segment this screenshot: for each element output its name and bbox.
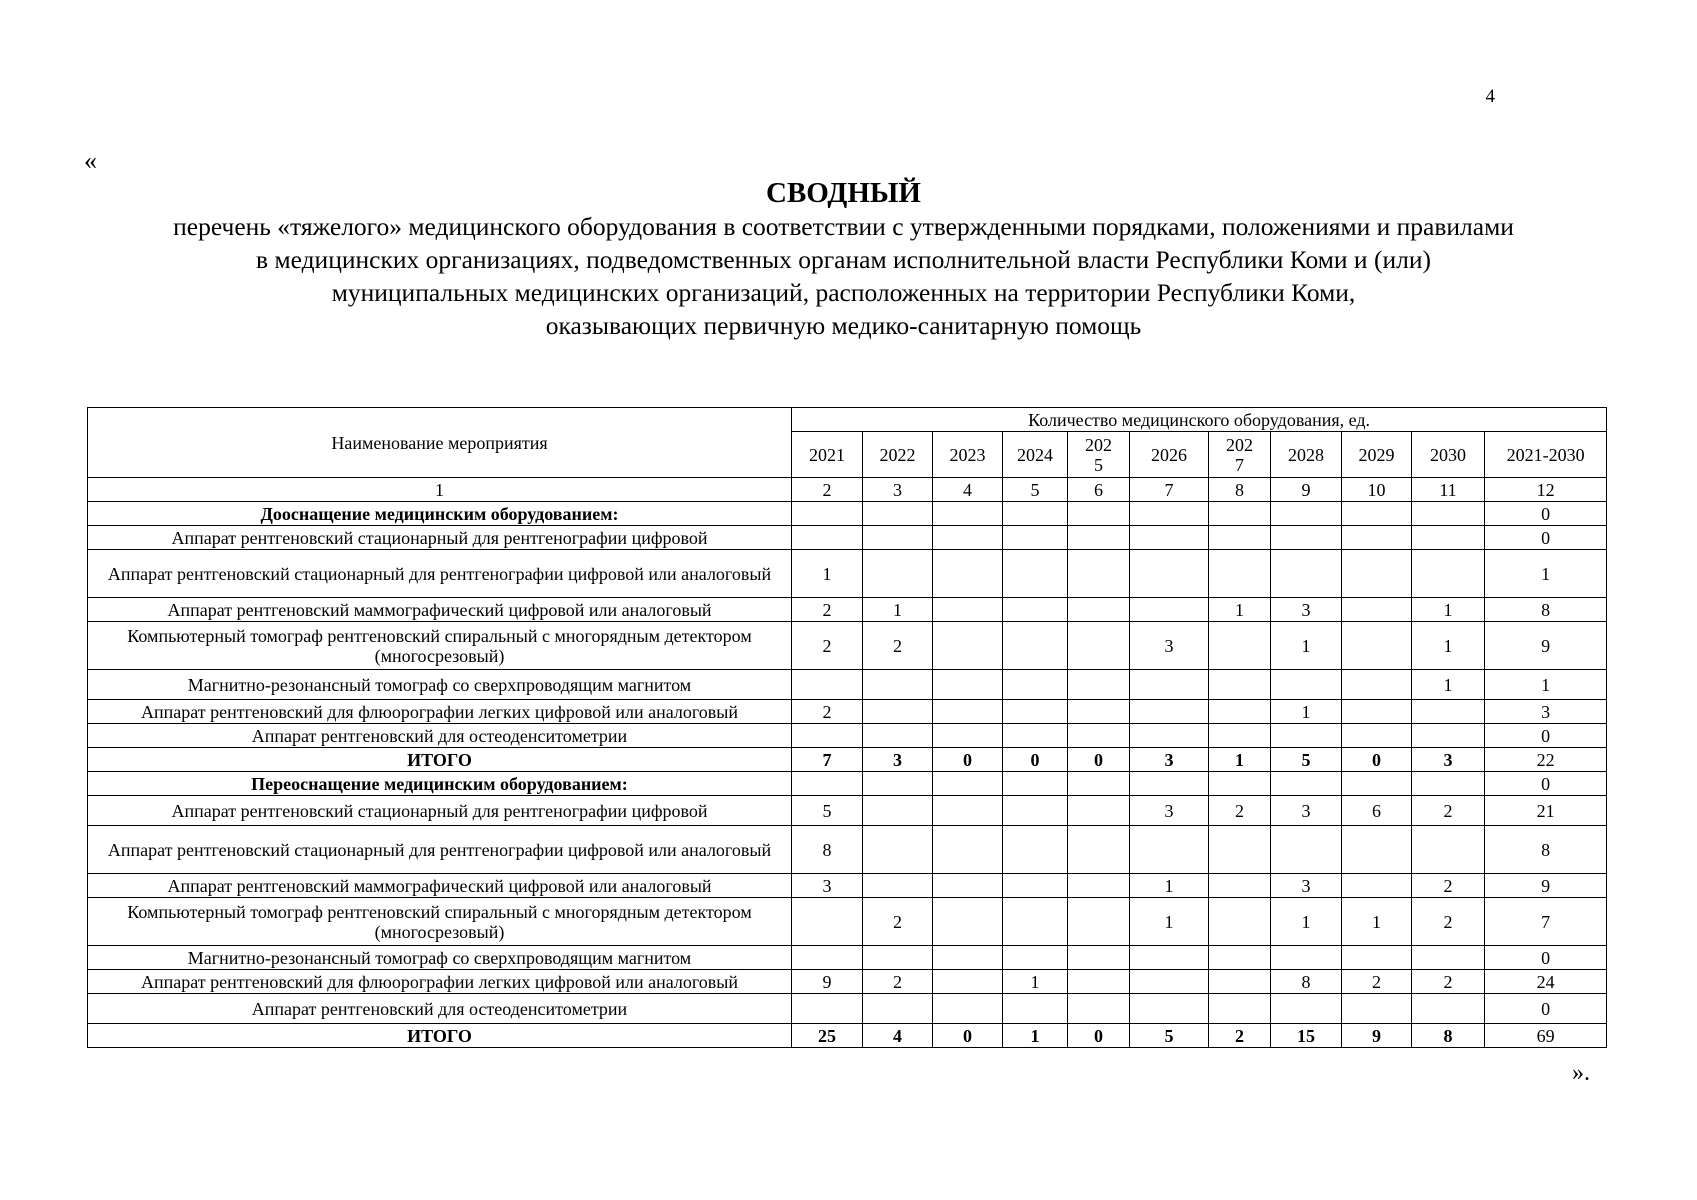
- year-value-cell: [1412, 502, 1485, 526]
- year-value-cell: [1003, 994, 1068, 1024]
- year-value-cell: [863, 772, 933, 796]
- year-value-cell: [1209, 946, 1271, 970]
- year-value-cell: [1068, 826, 1130, 874]
- year-value-cell: [1003, 772, 1068, 796]
- year-value-cell: 2: [863, 622, 933, 670]
- year-value-cell: 1: [1209, 598, 1271, 622]
- year-value-cell: 3: [1271, 796, 1342, 826]
- year-value-cell: [1003, 670, 1068, 700]
- year-value-cell: 2: [863, 970, 933, 994]
- period-total-cell: 8: [1485, 826, 1607, 874]
- year-value-cell: [933, 796, 1003, 826]
- year-header: 2024: [1003, 432, 1068, 478]
- year-value-cell: 2: [1209, 1024, 1271, 1048]
- year-value-cell: [1130, 772, 1209, 796]
- year-header: 2030: [1412, 432, 1485, 478]
- year-value-cell: [933, 724, 1003, 748]
- column-number: 2: [792, 478, 863, 502]
- year-value-cell: [1130, 946, 1209, 970]
- year-value-cell: [1209, 874, 1271, 898]
- year-value-cell: [1068, 724, 1130, 748]
- year-value-cell: [1130, 502, 1209, 526]
- year-value-cell: 2: [792, 598, 863, 622]
- period-total-cell: 1: [1485, 550, 1607, 598]
- year-value-cell: 7: [792, 748, 863, 772]
- year-value-cell: 9: [792, 970, 863, 994]
- column-number: 3: [863, 478, 933, 502]
- equipment-name: Аппарат рентгеновский стационарный для рентгенографии цифровой или аналоговый: [88, 550, 792, 598]
- year-value-cell: [1003, 526, 1068, 550]
- year-value-cell: 1: [1130, 898, 1209, 946]
- year-value-cell: 1: [1003, 1024, 1068, 1048]
- year-value-cell: [1412, 700, 1485, 724]
- year-value-cell: [933, 946, 1003, 970]
- year-value-cell: [1271, 826, 1342, 874]
- year-value-cell: [1209, 550, 1271, 598]
- equipment-name: Аппарат рентгеновский маммографический цифровой или аналоговый: [88, 598, 792, 622]
- year-value-cell: [1130, 700, 1209, 724]
- year-header: 2023: [933, 432, 1003, 478]
- year-header: 2028: [1271, 432, 1342, 478]
- year-value-cell: [792, 946, 863, 970]
- year-value-cell: 6: [1342, 796, 1412, 826]
- total-label: ИТОГО: [88, 748, 792, 772]
- year-value-cell: [1412, 526, 1485, 550]
- section-title: Переоснащение медицинским оборудованием:: [88, 772, 792, 796]
- year-value-cell: [1068, 700, 1130, 724]
- year-value-cell: 1: [1271, 622, 1342, 670]
- equipment-name: Магнитно-резонансный томограф со сверхпроводящим магнитом: [88, 946, 792, 970]
- year-value-cell: 1: [1271, 700, 1342, 724]
- year-header: 2029: [1342, 432, 1412, 478]
- year-value-cell: 3: [1271, 874, 1342, 898]
- year-value-cell: [1068, 622, 1130, 670]
- year-value-cell: [1412, 946, 1485, 970]
- year-value-cell: 5: [1271, 748, 1342, 772]
- column-number: 6: [1068, 478, 1130, 502]
- heading-line-3: муниципальных медицинских организаций, расположенных на территории Республики Коми,: [331, 278, 1356, 307]
- table-row: [88, 598, 1607, 622]
- year-value-cell: [863, 670, 933, 700]
- period-total-cell: 1: [1485, 670, 1607, 700]
- year-value-cell: [1068, 970, 1130, 994]
- year-value-cell: 1: [863, 598, 933, 622]
- year-value-cell: [1342, 526, 1412, 550]
- period-total-cell: 69: [1485, 1024, 1607, 1048]
- year-value-cell: 2: [792, 622, 863, 670]
- equipment-name: Аппарат рентгеновский для флюорографии легких цифровой или аналоговый: [88, 970, 792, 994]
- column-number: 4: [933, 478, 1003, 502]
- year-value-cell: [1068, 502, 1130, 526]
- year-value-cell: 1: [1271, 898, 1342, 946]
- year-value-cell: [933, 550, 1003, 598]
- year-header: 2022: [863, 432, 933, 478]
- total-row: [88, 748, 1607, 772]
- year-value-cell: [933, 526, 1003, 550]
- table-row: [88, 550, 1607, 598]
- equipment-name: Магнитно-резонансный томограф со сверхпроводящим магнитом: [88, 670, 792, 700]
- year-value-cell: [1209, 898, 1271, 946]
- year-value-cell: [1271, 670, 1342, 700]
- table-row: [88, 874, 1607, 898]
- period-total-cell: 9: [1485, 874, 1607, 898]
- year-value-cell: [1209, 526, 1271, 550]
- year-value-cell: [1130, 526, 1209, 550]
- year-value-cell: [1271, 724, 1342, 748]
- year-value-cell: 0: [933, 748, 1003, 772]
- year-value-cell: [1271, 994, 1342, 1024]
- year-value-cell: [863, 874, 933, 898]
- year-value-cell: [1209, 826, 1271, 874]
- year-value-cell: [792, 898, 863, 946]
- year-value-cell: [933, 772, 1003, 796]
- year-value-cell: [1342, 598, 1412, 622]
- equipment-name: Аппарат рентгеновский стационарный для рентгенографии цифровой: [88, 796, 792, 826]
- column-number: 11: [1412, 478, 1485, 502]
- heading-line-2: в медицинских организациях, подведомственных органам исполнительной власти Республики Коми и (или): [256, 245, 1431, 274]
- year-value-cell: 1: [1130, 874, 1209, 898]
- year-value-cell: [1209, 502, 1271, 526]
- year-value-cell: 2: [1412, 796, 1485, 826]
- year-value-cell: [933, 598, 1003, 622]
- year-value-cell: [1209, 994, 1271, 1024]
- column-number: 1: [88, 478, 792, 502]
- period-total-cell: 0: [1485, 994, 1607, 1024]
- year-value-cell: 2: [1412, 970, 1485, 994]
- year-value-cell: [933, 994, 1003, 1024]
- year-value-cell: [1068, 670, 1130, 700]
- year-value-cell: 2: [792, 700, 863, 724]
- section-title: Дооснащение медицинским оборудованием:: [88, 502, 792, 526]
- year-value-cell: [863, 946, 933, 970]
- year-value-cell: [1271, 772, 1342, 796]
- table-row: [88, 946, 1607, 970]
- period-total-cell: 24: [1485, 970, 1607, 994]
- table-row: [88, 826, 1607, 874]
- year-header: 2026: [1130, 432, 1209, 478]
- year-value-cell: [1068, 874, 1130, 898]
- year-value-cell: [863, 550, 933, 598]
- year-value-cell: [1412, 772, 1485, 796]
- year-value-cell: [863, 526, 933, 550]
- year-value-cell: [1068, 946, 1130, 970]
- year-value-cell: [1412, 724, 1485, 748]
- year-value-cell: 3: [1271, 598, 1342, 622]
- equipment-name: Компьютерный томограф рентгеновский спиральный с многорядным детектором (многосрезовый): [88, 898, 792, 946]
- column-number: 7: [1130, 478, 1209, 502]
- year-value-cell: 8: [1271, 970, 1342, 994]
- year-header: 202 5: [1068, 432, 1130, 478]
- year-value-cell: [863, 826, 933, 874]
- year-header: 2021-2030: [1485, 432, 1607, 478]
- year-value-cell: [1342, 550, 1412, 598]
- year-value-cell: [1342, 700, 1412, 724]
- year-value-cell: [1209, 670, 1271, 700]
- year-value-cell: [863, 994, 933, 1024]
- name-column-header: Наименование мероприятия: [88, 408, 792, 478]
- page-number: 4: [1485, 86, 1495, 107]
- year-value-cell: [1342, 946, 1412, 970]
- year-value-cell: 0: [1342, 748, 1412, 772]
- table-row: [88, 526, 1607, 550]
- year-value-cell: [933, 874, 1003, 898]
- year-value-cell: [1130, 970, 1209, 994]
- year-value-cell: 1: [1003, 970, 1068, 994]
- year-value-cell: [1068, 796, 1130, 826]
- year-value-cell: [1271, 946, 1342, 970]
- year-value-cell: 2: [1209, 796, 1271, 826]
- year-value-cell: [1342, 874, 1412, 898]
- year-value-cell: [1130, 994, 1209, 1024]
- year-value-cell: [1003, 598, 1068, 622]
- equipment-name: Аппарат рентгеновский для флюорографии легких цифровой или аналоговый: [88, 700, 792, 724]
- year-value-cell: 1: [1342, 898, 1412, 946]
- year-value-cell: [792, 724, 863, 748]
- year-value-cell: 0: [1068, 748, 1130, 772]
- year-value-cell: 8: [792, 826, 863, 874]
- period-total-cell: 0: [1485, 772, 1607, 796]
- year-value-cell: 3: [1130, 796, 1209, 826]
- year-value-cell: [863, 724, 933, 748]
- document-title: СВОДНЫЙ: [766, 177, 921, 209]
- year-value-cell: [863, 502, 933, 526]
- year-value-cell: [1412, 994, 1485, 1024]
- year-value-cell: [1412, 550, 1485, 598]
- year-value-cell: 3: [1130, 748, 1209, 772]
- year-value-cell: [792, 994, 863, 1024]
- year-value-cell: [1003, 700, 1068, 724]
- year-value-cell: [933, 826, 1003, 874]
- year-value-cell: [933, 700, 1003, 724]
- table-row: [88, 670, 1607, 700]
- table-row: [88, 700, 1607, 724]
- equipment-name: Аппарат рентгеновский для остеоденситометрии: [88, 994, 792, 1024]
- year-value-cell: 3: [792, 874, 863, 898]
- year-value-cell: 1: [792, 550, 863, 598]
- year-value-cell: [792, 502, 863, 526]
- table-row: [88, 898, 1607, 946]
- year-value-cell: [1342, 622, 1412, 670]
- year-value-cell: 15: [1271, 1024, 1342, 1048]
- year-value-cell: 5: [792, 796, 863, 826]
- year-value-cell: 2: [1412, 898, 1485, 946]
- year-value-cell: 2: [1342, 970, 1412, 994]
- column-number: 8: [1209, 478, 1271, 502]
- year-value-cell: [1068, 994, 1130, 1024]
- section-row: [88, 502, 1607, 526]
- year-value-cell: 1: [1209, 748, 1271, 772]
- table-row: [88, 994, 1607, 1024]
- period-total-cell: 22: [1485, 748, 1607, 772]
- table-row: [88, 970, 1607, 994]
- year-value-cell: 0: [1068, 1024, 1130, 1048]
- section-row: [88, 772, 1607, 796]
- year-value-cell: [1003, 898, 1068, 946]
- column-number: 12: [1485, 478, 1607, 502]
- equipment-name: Аппарат рентгеновский маммографический цифровой или аналоговый: [88, 874, 792, 898]
- year-value-cell: [933, 670, 1003, 700]
- year-value-cell: [1068, 598, 1130, 622]
- year-value-cell: [863, 700, 933, 724]
- year-value-cell: [933, 622, 1003, 670]
- equipment-name: Компьютерный томограф рентгеновский спиральный с многорядным детектором (многосрезовый): [88, 622, 792, 670]
- year-value-cell: [1209, 724, 1271, 748]
- year-value-cell: [1003, 946, 1068, 970]
- year-value-cell: 5: [1130, 1024, 1209, 1048]
- year-value-cell: [1068, 550, 1130, 598]
- year-value-cell: [792, 526, 863, 550]
- period-total-cell: 0: [1485, 946, 1607, 970]
- year-value-cell: [1003, 796, 1068, 826]
- equipment-name: Аппарат рентгеновский стационарный для рентгенографии цифровой: [88, 526, 792, 550]
- year-value-cell: [1342, 724, 1412, 748]
- year-value-cell: [1130, 724, 1209, 748]
- heading-line-1: перечень «тяжелого» медицинского оборудования в соответствии с утвержденными порядками, положениями и правилами: [173, 212, 1514, 241]
- year-value-cell: 2: [863, 898, 933, 946]
- year-value-cell: [933, 502, 1003, 526]
- period-total-cell: 3: [1485, 700, 1607, 724]
- period-total-cell: 0: [1485, 724, 1607, 748]
- column-number: 10: [1342, 478, 1412, 502]
- equipment-table: [87, 407, 1607, 1048]
- year-value-cell: 0: [1003, 748, 1068, 772]
- period-total-cell: 0: [1485, 502, 1607, 526]
- year-value-cell: [1003, 874, 1068, 898]
- year-value-cell: [933, 898, 1003, 946]
- period-total-cell: 21: [1485, 796, 1607, 826]
- year-header: 2021: [792, 432, 863, 478]
- year-value-cell: [1003, 826, 1068, 874]
- year-value-cell: [1003, 550, 1068, 598]
- year-value-cell: [1068, 526, 1130, 550]
- year-value-cell: [1342, 994, 1412, 1024]
- year-header: 202 7: [1209, 432, 1271, 478]
- year-value-cell: [1130, 826, 1209, 874]
- year-value-cell: [1342, 502, 1412, 526]
- year-value-cell: 4: [863, 1024, 933, 1048]
- year-value-cell: 9: [1342, 1024, 1412, 1048]
- year-value-cell: [1003, 502, 1068, 526]
- table-row: [88, 622, 1607, 670]
- quantity-group-header: Количество медицинского оборудования, ед.: [792, 408, 1607, 432]
- year-value-cell: [1342, 772, 1412, 796]
- period-total-cell: 0: [1485, 526, 1607, 550]
- total-label: ИТОГО: [88, 1024, 792, 1048]
- year-value-cell: [1209, 622, 1271, 670]
- year-value-cell: [933, 970, 1003, 994]
- year-value-cell: [1068, 772, 1130, 796]
- year-value-cell: [1130, 550, 1209, 598]
- year-value-cell: [1130, 598, 1209, 622]
- year-value-cell: [1342, 670, 1412, 700]
- equipment-name: Аппарат рентгеновский стационарный для рентгенографии цифровой или аналоговый: [88, 826, 792, 874]
- document-heading: [84, 176, 1603, 342]
- column-number: 9: [1271, 478, 1342, 502]
- year-value-cell: 25: [792, 1024, 863, 1048]
- year-value-cell: [792, 772, 863, 796]
- year-value-cell: 3: [863, 748, 933, 772]
- year-value-cell: [1003, 724, 1068, 748]
- year-value-cell: 2: [1412, 874, 1485, 898]
- heading-line-4: оказывающих первичную медико-санитарную помощь: [545, 311, 1142, 340]
- year-value-cell: [1412, 826, 1485, 874]
- year-value-cell: 8: [1412, 1024, 1485, 1048]
- year-value-cell: [1271, 550, 1342, 598]
- year-value-cell: [792, 670, 863, 700]
- table-row: [88, 724, 1607, 748]
- period-total-cell: 7: [1485, 898, 1607, 946]
- year-value-cell: [1271, 526, 1342, 550]
- year-value-cell: [1209, 970, 1271, 994]
- year-value-cell: [1003, 622, 1068, 670]
- period-total-cell: 8: [1485, 598, 1607, 622]
- year-value-cell: [1130, 670, 1209, 700]
- opening-quote-mark: «: [84, 146, 97, 175]
- equipment-name: Аппарат рентгеновский для остеоденситометрии: [88, 724, 792, 748]
- year-value-cell: [1068, 898, 1130, 946]
- year-value-cell: 1: [1412, 622, 1485, 670]
- total-row: [88, 1024, 1607, 1048]
- year-value-cell: [1342, 826, 1412, 874]
- year-value-cell: 1: [1412, 670, 1485, 700]
- year-value-cell: 3: [1130, 622, 1209, 670]
- year-value-cell: [1209, 772, 1271, 796]
- year-value-cell: 1: [1412, 598, 1485, 622]
- column-number: 5: [1003, 478, 1068, 502]
- period-total-cell: 9: [1485, 622, 1607, 670]
- year-value-cell: [1271, 502, 1342, 526]
- year-value-cell: 0: [933, 1024, 1003, 1048]
- year-value-cell: [1209, 700, 1271, 724]
- table-row: [88, 796, 1607, 826]
- closing-quote-mark: ».: [1572, 1060, 1590, 1086]
- year-value-cell: 3: [1412, 748, 1485, 772]
- year-value-cell: [863, 796, 933, 826]
